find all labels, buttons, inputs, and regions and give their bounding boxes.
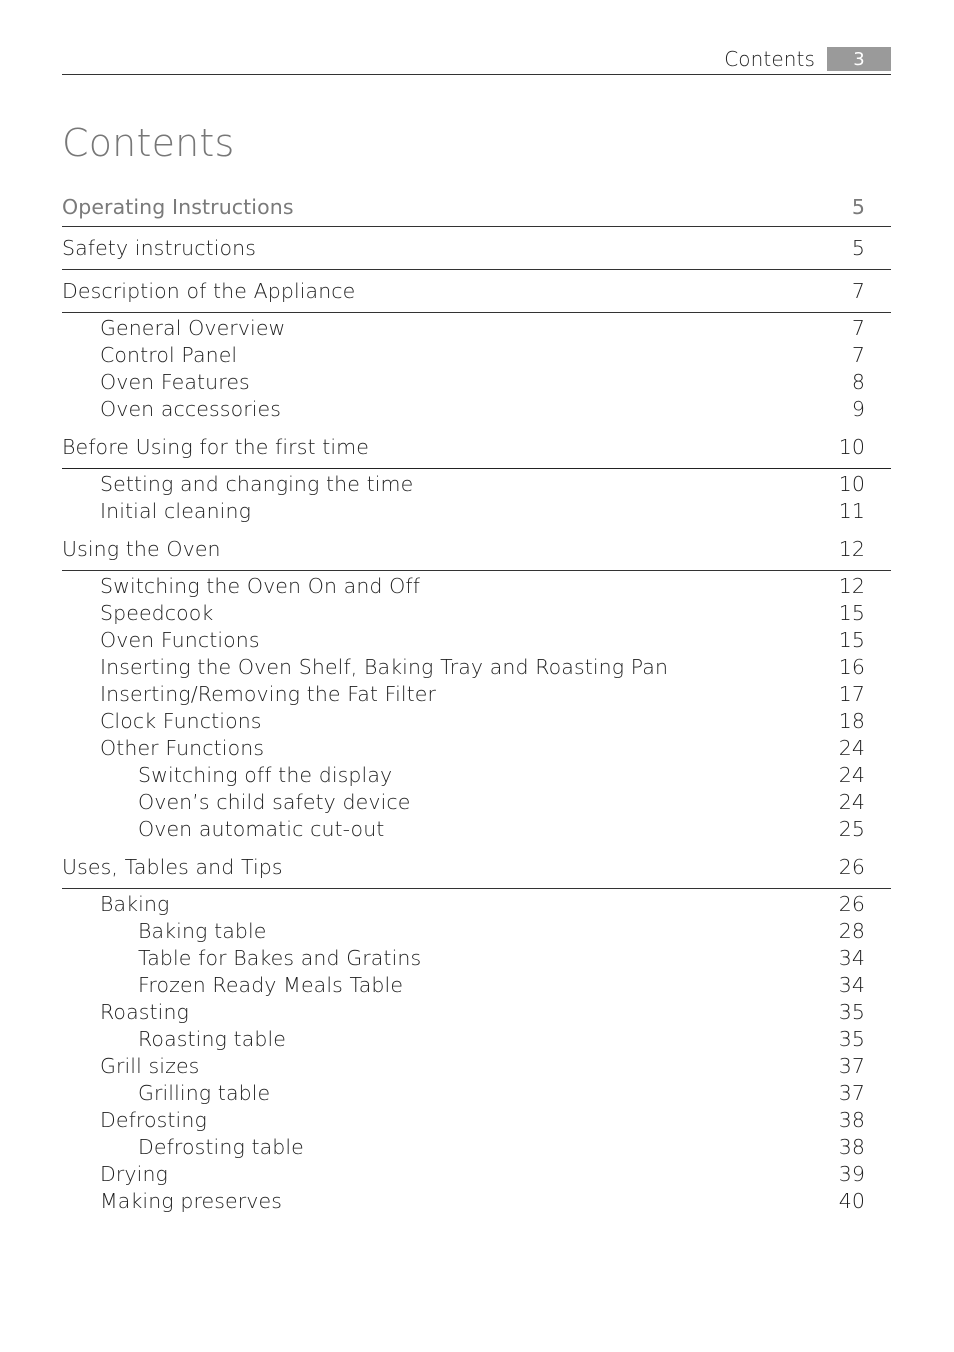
toc-entry-page: 38: [838, 1135, 865, 1159]
toc-section-entry[interactable]: [62, 846, 891, 889]
toc-entry-page: 15: [838, 628, 865, 652]
toc-entry[interactable]: [62, 789, 891, 816]
toc-entry-label: General Overview: [100, 316, 286, 340]
toc-section-entry[interactable]: [62, 426, 891, 469]
toc-entry-label: Baking: [100, 892, 170, 916]
toc-entry[interactable]: [62, 1188, 891, 1215]
toc-entry-page: 37: [838, 1054, 865, 1078]
table-of-contents: [62, 188, 891, 1215]
toc-entry[interactable]: [62, 654, 891, 681]
toc-entry-page: 35: [838, 1027, 865, 1051]
running-header: [724, 46, 891, 72]
toc-entry-label: Table for Bakes and Gratins: [138, 946, 422, 970]
toc-entry[interactable]: [62, 315, 891, 342]
toc-entry-page: 18: [838, 709, 865, 733]
toc-entry-label: Making preserves: [100, 1189, 282, 1213]
toc-entry-label: Speedcook: [100, 601, 214, 625]
toc-entry-label: Description of the Appliance: [62, 278, 356, 303]
page-number-badge: 3: [827, 47, 891, 71]
toc-entry-label: Roasting table: [138, 1027, 286, 1051]
toc-entry-label: Safety instructions: [62, 235, 257, 260]
toc-entry[interactable]: [62, 600, 891, 627]
toc-entry[interactable]: [62, 735, 891, 762]
toc-entry-page: 40: [838, 1189, 865, 1213]
toc-entry[interactable]: [62, 573, 891, 600]
toc-entry-label: Roasting: [100, 1000, 189, 1024]
toc-entry-page: 26: [838, 854, 865, 879]
toc-entry-label: Control Panel: [100, 343, 238, 367]
toc-entry-page: 5: [851, 235, 865, 260]
page-title: Contents: [62, 121, 235, 165]
toc-entry-label: Initial cleaning: [100, 499, 251, 523]
toc-entry[interactable]: [62, 1080, 891, 1107]
toc-entry-label: Defrosting: [100, 1108, 207, 1132]
toc-section-entry[interactable]: [62, 528, 891, 571]
toc-entry-page: 5: [851, 194, 865, 219]
toc-entry-label: Inserting/Removing the Fat Filter: [100, 682, 437, 706]
toc-entry-label: Defrosting table: [138, 1135, 304, 1159]
toc-entry-page: 7: [851, 278, 865, 303]
toc-entry[interactable]: [62, 708, 891, 735]
toc-entry-label: Oven’s child safety device: [138, 790, 411, 814]
toc-entry[interactable]: [62, 396, 891, 423]
toc-entry-page: 38: [838, 1108, 865, 1132]
toc-entry-page: 34: [838, 973, 865, 997]
toc-entry[interactable]: [62, 816, 891, 843]
toc-entry-label: Grilling table: [138, 1081, 271, 1105]
toc-entry[interactable]: [62, 1107, 891, 1134]
toc-entry[interactable]: [62, 627, 891, 654]
toc-entry-page: 24: [838, 736, 865, 760]
toc-entry-label: Before Using for the first time: [62, 434, 369, 459]
toc-entry[interactable]: [62, 1134, 891, 1161]
toc-entry-page: 12: [838, 574, 865, 598]
toc-entry-page: 15: [838, 601, 865, 625]
toc-entry-label: Other Functions: [100, 736, 265, 760]
toc-entry-page: 7: [851, 316, 865, 340]
toc-entry-page: 10: [838, 472, 865, 496]
toc-entry[interactable]: [62, 342, 891, 369]
toc-entry[interactable]: [62, 369, 891, 396]
toc-entry-page: 10: [838, 434, 865, 459]
toc-entry-page: 11: [838, 499, 865, 523]
toc-entry-page: 17: [838, 682, 865, 706]
toc-entry-label: Clock Functions: [100, 709, 262, 733]
toc-entry[interactable]: [62, 918, 891, 945]
toc-entry-label: Oven Features: [100, 370, 250, 394]
toc-entry[interactable]: [62, 498, 891, 525]
toc-section-entry[interactable]: [62, 188, 891, 227]
toc-entry-page: 9: [851, 397, 865, 421]
toc-entry-page: 8: [851, 370, 865, 394]
toc-entry[interactable]: [62, 945, 891, 972]
toc-entry-page: 28: [838, 919, 865, 943]
toc-entry[interactable]: [62, 1053, 891, 1080]
toc-section-entry[interactable]: [62, 227, 891, 270]
toc-entry[interactable]: [62, 1161, 891, 1188]
toc-entry-label: Oven accessories: [100, 397, 282, 421]
toc-entry-label: Switching the Oven On and Off: [100, 574, 421, 598]
toc-entry-page: 25: [838, 817, 865, 841]
toc-entry[interactable]: [62, 999, 891, 1026]
toc-entry-label: Operating Instructions: [62, 194, 294, 219]
toc-entry-page: 26: [838, 892, 865, 916]
toc-entry-label: Frozen Ready Meals Table: [138, 973, 404, 997]
toc-entry-label: Grill sizes: [100, 1054, 200, 1078]
toc-entry-page: 16: [838, 655, 865, 679]
toc-entry-label: Oven automatic cut-out: [138, 817, 385, 841]
toc-entry[interactable]: [62, 972, 891, 999]
toc-entry-page: 7: [851, 343, 865, 367]
header-title: Contents: [724, 47, 815, 71]
toc-entry[interactable]: [62, 471, 891, 498]
toc-entry-page: 37: [838, 1081, 865, 1105]
toc-section-entry[interactable]: [62, 270, 891, 313]
toc-entry-page: 24: [838, 790, 865, 814]
toc-entry-page: 35: [838, 1000, 865, 1024]
toc-entry[interactable]: [62, 891, 891, 918]
toc-entry-page: 24: [838, 763, 865, 787]
toc-entry-label: Drying: [100, 1162, 168, 1186]
toc-entry[interactable]: [62, 1026, 891, 1053]
header-rule: [62, 74, 891, 75]
toc-entry-label: Switching off the display: [138, 763, 393, 787]
toc-entry-label: Uses, Tables and Tips: [62, 854, 283, 879]
toc-entry-label: Using the Oven: [62, 536, 221, 561]
toc-entry-label: Baking table: [138, 919, 267, 943]
toc-entry-label: Inserting the Oven Shelf, Baking Tray and Roasting Pan: [100, 655, 669, 679]
toc-entry[interactable]: [62, 762, 891, 789]
toc-entry-page: 39: [838, 1162, 865, 1186]
toc-entry-page: 12: [838, 536, 865, 561]
toc-entry-label: Setting and changing the time: [100, 472, 414, 496]
toc-entry-page: 34: [838, 946, 865, 970]
toc-entry-label: Oven Functions: [100, 628, 260, 652]
toc-entry[interactable]: [62, 681, 891, 708]
